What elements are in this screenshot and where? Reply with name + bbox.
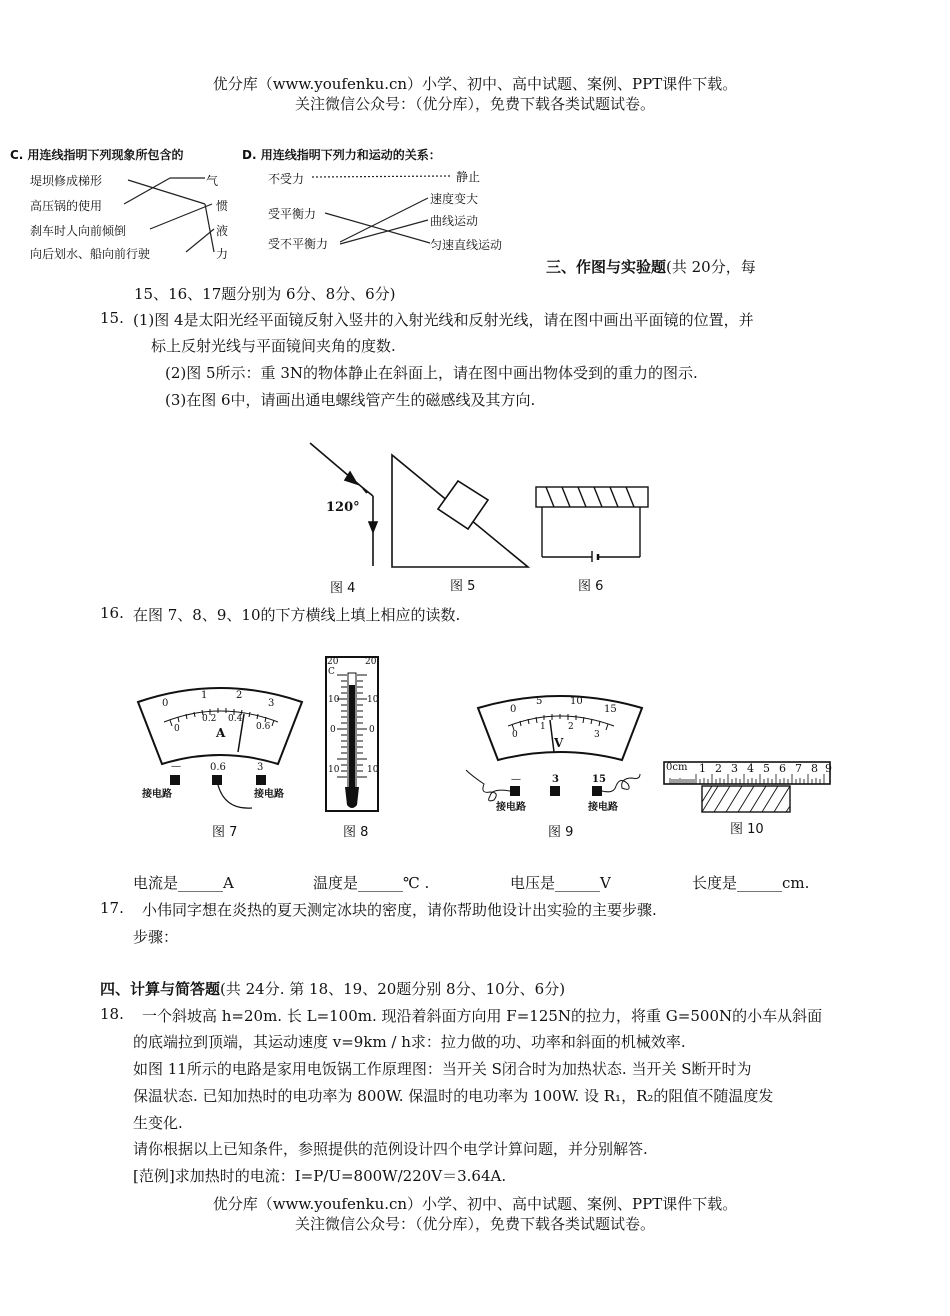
d-link-4: [340, 220, 428, 244]
header-line-2: 关注微信公众号：（优分库），免费下载各类试题试卷。: [294, 95, 655, 113]
voltmeter-connect-left: 接电路: [496, 802, 526, 813]
figure-9-voltmeter: [462, 688, 647, 818]
header-line-1: 优分库（www.youfenku.cn）小学、初中、高中试题、案例、PPT课件下载。: [212, 75, 738, 93]
figure-10-ruler: [662, 760, 832, 816]
ammeter-top-tick-3: 3: [268, 698, 275, 709]
q15-part-1b: 标上反射光线与平面镜间夹角的度数.: [151, 337, 396, 355]
ammeter-bottom-tick-0: 0: [174, 724, 180, 734]
footer-line-1: 优分库（www.youfenku.cn）小学、初中、高中试题、案例、PPT课件下载。: [212, 1195, 738, 1213]
section-3-continuation: 15、16、17题分别为 6分、8分、6分): [134, 285, 396, 303]
thermo-left-tick-2: 0: [330, 725, 336, 735]
ammeter-wire: [218, 785, 252, 808]
ammeter-top-tick-2: 2: [236, 690, 243, 701]
q18-line-3: 如图 11所示的电路是家用电饭锅工作原理图：当开关 S闭合时为加热状态. 当开关 S断开时为: [133, 1060, 752, 1078]
thermometer-column: [349, 685, 355, 795]
voltmeter-unit: V: [554, 736, 564, 750]
answer-length[interactable]: 长度是______cm.: [692, 874, 810, 892]
ammeter-unit: A: [216, 726, 226, 740]
ammeter-bottom-tick-3: 0.6: [256, 722, 271, 732]
voltmeter-terminal-label-3: 3: [552, 774, 559, 785]
matching-d-right-1: 静止: [456, 170, 481, 184]
answer-current[interactable]: 电流是______A: [133, 874, 234, 892]
ammeter-terminal-label-3: 3: [257, 762, 264, 773]
ruler-tick-5: 5: [763, 762, 770, 775]
thermometer-bulb: [345, 787, 359, 808]
q18-line-5: 生变化.: [133, 1114, 183, 1132]
q16-number: 16.: [100, 604, 124, 622]
q15-part-3: (3)在图 6中，请画出通电螺线管产生的磁感线及其方向.: [165, 391, 536, 409]
voltmeter-terminal-label-neg: —: [511, 774, 521, 785]
section-3-heading: [546, 256, 756, 277]
thermo-unit: C: [328, 667, 335, 677]
ammeter-terminal-label-06: 0.6: [210, 762, 226, 773]
figure-6: [528, 482, 658, 562]
thermo-left-tick-3: 10: [328, 765, 340, 775]
matching-d-title: D. 用连线指明下列力和运动的关系：: [242, 148, 441, 162]
matching-d-lines: [0, 0, 560, 270]
matching-c-right-3: 液: [216, 224, 229, 238]
ruler-tick-1: 1: [699, 762, 706, 775]
voltmeter-terminal-label-15: 15: [592, 774, 606, 785]
ammeter-top-tick-1: 1: [201, 690, 208, 701]
ruler-tick-6: 6: [779, 762, 786, 775]
voltmeter-terminal-neg: [510, 786, 520, 796]
voltmeter-bottom-tick-1: 1: [540, 722, 546, 732]
d-link-3: [340, 198, 428, 242]
voltmeter-terminal-15: [592, 786, 602, 796]
section-3-title: 三、作图与实验题: [546, 258, 667, 276]
thermo-right-tick-3: 10: [367, 765, 379, 775]
q15-part-2: (2)图 5所示：重 3N的物体静止在斜面上，请在图中画出物体受到的重力的图示.: [165, 364, 698, 382]
thermo-top-left: 20: [327, 657, 339, 667]
ammeter-bottom-tick-1: 0.2: [202, 714, 217, 724]
voltmeter-top-tick-3: 15: [604, 704, 617, 715]
voltmeter-wire-left: [466, 770, 510, 801]
ammeter-terminal-neg: [170, 775, 180, 785]
matching-c-left-3: 刹车时人向前倾倒: [30, 224, 127, 238]
thermo-right-tick-1: 10: [367, 695, 379, 705]
q17-number: 17.: [100, 899, 124, 917]
figure-4-angle: 120°: [326, 500, 360, 515]
voltmeter-face: [478, 696, 642, 760]
ammeter-bottom-tick-2: 0.4: [228, 714, 243, 724]
ruler-tick-9: 9: [825, 762, 832, 775]
matching-c-right-4: 力: [216, 247, 229, 261]
voltmeter-bottom-tick-3: 3: [594, 730, 600, 740]
matching-c-right-1: 气: [206, 174, 219, 188]
matching-d-left-3: 受不平衡力: [268, 237, 329, 251]
q18-line-6: 请你根据以上已知条件，参照提供的范例设计四个电学计算问题，并分别解答.: [133, 1140, 648, 1158]
ammeter-terminal-06: [212, 775, 222, 785]
voltmeter-connect-right: 接电路: [588, 802, 618, 813]
section-3-tail: (共 20分，每: [666, 258, 756, 276]
matching-c-left-1: 堤坝修成梯形: [30, 174, 103, 188]
d-link-1: [312, 176, 450, 177]
matching-d-left-2: 受平衡力: [268, 207, 317, 221]
q18-line-1: 一个斜坡高 h=20m. 长 L=100m. 现沿着斜面方向用 F=125N的拉力，将重 G=500N的小车从斜面: [142, 1007, 823, 1025]
ruler-tick-7: 7: [795, 762, 802, 775]
figure-5-caption: 图 5: [450, 579, 476, 594]
answer-voltage[interactable]: 电压是______V: [510, 874, 611, 892]
ruler-tick-3: 3: [731, 762, 738, 775]
d-link-2: [325, 213, 430, 243]
figure-7-caption: 图 7: [212, 825, 238, 840]
figure-10-caption: 图 10: [730, 822, 764, 837]
ruler-unit: 0cm: [666, 762, 688, 773]
matching-d-right-3: 曲线运动: [430, 214, 479, 228]
thermo-top-right: 20: [365, 657, 377, 667]
matching-c-right-2: 惯: [216, 199, 229, 213]
ammeter-connect-right: 接电路: [254, 789, 284, 800]
reflected-arrowhead: [369, 522, 377, 532]
ruler-tick-4: 4: [747, 762, 754, 775]
figure-8-thermometer: [325, 655, 381, 815]
ruler-tick-2: 2: [715, 762, 722, 775]
matching-c-title: C. 用连线指明下列现象所包含的: [10, 148, 184, 162]
answer-temperature[interactable]: 温度是______℃ .: [313, 874, 430, 892]
voltmeter-top-tick-0: 0: [510, 704, 517, 715]
section-4-heading: [100, 978, 565, 999]
ammeter-terminal-3: [256, 775, 266, 785]
matching-c-left-4: 向后划水、船向前行驶: [30, 247, 151, 261]
ruler-tick-8: 8: [811, 762, 818, 775]
figure-7-ammeter: [130, 680, 310, 830]
voltmeter-scale-arc: [508, 716, 614, 726]
matching-d-left-1: 不受力: [268, 172, 305, 186]
q15-number: 15.: [100, 309, 124, 327]
q18-number: 18.: [100, 1005, 124, 1023]
ammeter-connect-left: 接电路: [142, 789, 172, 800]
thermo-right-tick-2: 0: [369, 725, 375, 735]
thermo-left-tick-1: 10: [328, 695, 340, 705]
q18-line-2: 的底端拉到顶端，其运动速度 v=9km / h求：拉力做的功、功率和斜面的机械效率.: [133, 1033, 686, 1051]
figure-9-caption: 图 9: [548, 825, 574, 840]
q15-part-1a: (1)图 4是太阳光经平面镜反射入竖井的入射光线和反射光线，请在图中画出平面镜的位置，并: [133, 311, 754, 329]
figure-8-caption: 图 8: [343, 825, 369, 840]
ammeter-terminal-label-neg: —: [171, 761, 181, 772]
block: [438, 481, 488, 529]
voltmeter-bottom-tick-0: 0: [512, 730, 518, 740]
q18-line-4: 保温状态. 已知加热时的电功率为 800W. 保温时的电功率为 100W. 设 R₁，R₂的阻值不随温度发: [133, 1087, 774, 1105]
q17-text: 小伟同字想在炎热的夏天测定冰块的密度，请你帮助他设计出实验的主要步骤.: [142, 901, 657, 919]
coil-windings: [546, 487, 634, 507]
section-4-tail: (共 24分. 第 18、19、20题分别 8分、10分、6分): [220, 980, 566, 998]
ammeter-scale-arc: [164, 711, 278, 722]
q18-line-7: [范例]求加热时的电流：I=P/U=800W/220V＝3.64A.: [133, 1167, 507, 1185]
voltmeter-bottom-tick-2: 2: [568, 722, 574, 732]
q17-steps: 步骤：: [133, 928, 179, 946]
matching-d-right-2: 速度变大: [430, 192, 479, 206]
voltmeter-wire-right: [602, 774, 640, 792]
voltmeter-top-tick-2: 10: [570, 696, 583, 707]
figure-4-caption: 图 4: [330, 581, 356, 596]
section-4-title: 四、计算与简答题: [100, 980, 221, 998]
matching-c-left-2: 高压锅的使用: [30, 199, 103, 213]
voltmeter-terminal-3: [550, 786, 560, 796]
ammeter-top-tick-0: 0: [162, 698, 169, 709]
figure-6-caption: 图 6: [578, 579, 604, 594]
voltmeter-top-tick-1: 5: [536, 696, 543, 707]
figure-5: [386, 445, 531, 570]
matching-d-right-4: 匀速直线运动: [430, 238, 503, 252]
footer-line-2: 关注微信公众号：（优分库），免费下载各类试题试卷。: [294, 1215, 655, 1233]
q16-text: 在图 7、8、9、10的下方横线上填上相应的读数.: [133, 606, 461, 624]
